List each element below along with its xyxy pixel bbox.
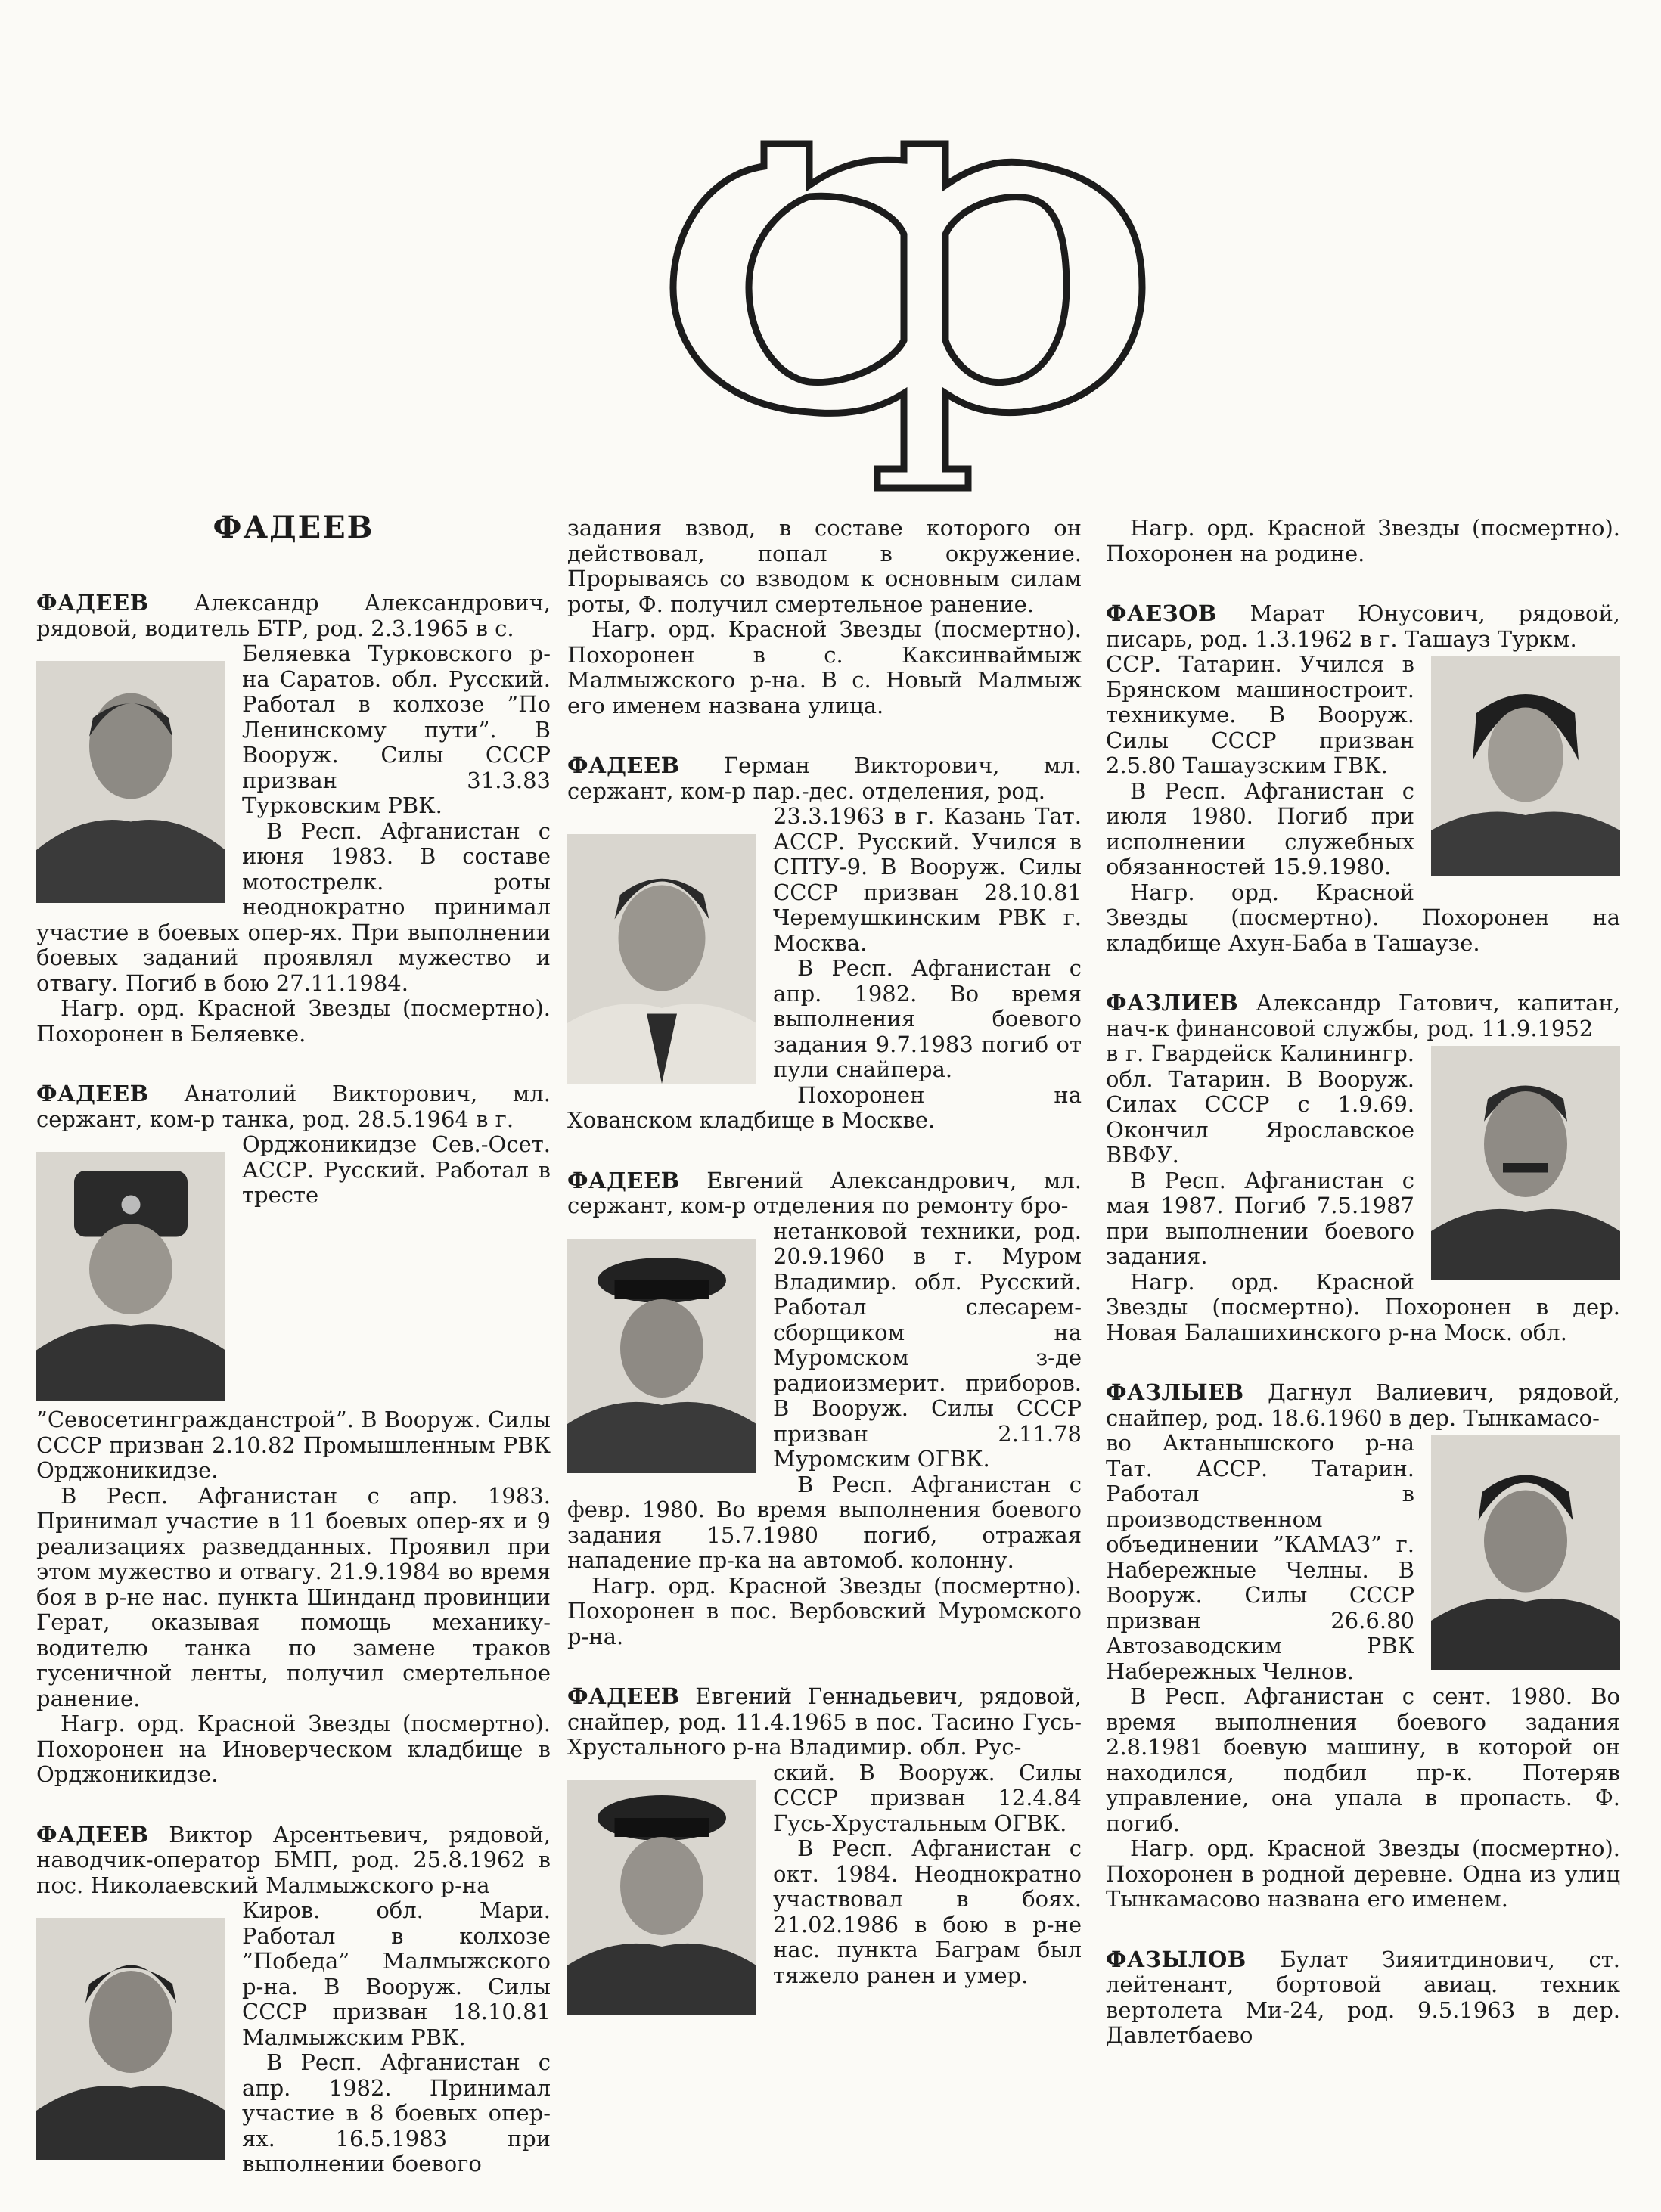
entry-service: В Респ. Афганистан с июня 1983. В составе мотострелк. роты неоднократно принимал участие в боевых опер-ях. При выполнении боевых заданий проявлял мужество и отвагу. Погиб в бою 27.11.1984. [36,817,551,996]
portrait-photo [567,1239,756,1473]
entry-body: Киров. обл. Мари. Работал в колхозе ”Победа” Малмыжского р-на. В Вооруж. Силы СССР призван 18.10.81 Малмыжским РВК. [242,1897,551,2050]
entry-lead: Евгений Александрович, мл. сержант, ком-р отделения по ремонту бро- [567,1167,1082,1218]
entry-lead: Виктор Арсентьевич, рядовой, наводчик-оператор БМП, род. 25.8.1962 в пос. Николаевский Малмыжского р-на [36,1821,551,1898]
entry-surname: ФАДЕЕВ [567,752,680,778]
entry-faezov-marat [1106,601,1620,956]
portrait-photo [1431,1435,1620,1670]
entry-surname: ФАЕЗОВ [1106,600,1217,626]
column-2 [567,516,1082,2021]
entry-surname: ФАДЕЕВ [567,1683,680,1709]
entry-body: во Актанышского р-на Тат. АССР. Татарин. Работал в производственном объединении ”КАМАЗ” г. Набережные Челны. В Вооруж. Силы СССР призван 26.6.80 Автозаводским РВК Набережных Челнов. [1106,1430,1414,1684]
entry-fazylov-bulat [1106,1947,1620,2049]
entry-lead: Александр Александрович, рядовой, водитель БТР, род. 2.3.1965 в с. [36,590,551,641]
entry-body: Беляевка Турковского р-на Саратов. обл. Русский. Работал в колхозе ”По Ленинскому пути”. В Вооруж. Силы СССР призван 31.3.83 Турковским РВК. [242,641,551,818]
entry-lead: Герман Викторович, мл. сержант, ком-р пар.-дес. отделения, род. [567,752,1082,804]
column-3 [1106,516,1620,2076]
continuation-award: Нагр. орд. Красной Звезды (посмертно). Похоронен в с. Каксинваймыж Малмыжского р-на. В с. Новый Малмыж его именем названа улица. [567,616,1082,718]
entry-body: ССР. Татарин. Учился в Брянском машиностроит. техникуме. В Вооруж. Силы СССР призван 2.5.80 Ташаузским ГВК. [1106,651,1414,778]
column-1 [36,492,551,2212]
entry-fadeev-alexander [36,591,551,1047]
entry-award: Нагр. орд. Красной Звезды (посмертно). Похоронен в родной деревне. Одна из улиц Тынкамасово названа его именем. [1106,1835,1620,1912]
entry-surname: ФАДЕЕВ [567,1167,680,1193]
entry-service: В Респ. Афганистан с мая 1987. Погиб 7.5.1987 при выполнении боевого задания. [1106,1167,1414,1269]
entry-service: В Респ. Афганистан с сент. 1980. Во время выполнения боевого задания 2.8.1981 боевую машину, в которой он находился, подбил пр-к. Потеряв управление, она упала в пропасть. Ф. погиб. [1106,1683,1620,1836]
portrait-photo [567,1780,756,2015]
entry-body: нетанковой техники, род. 20.9.1960 в г. Муром Владимир. обл. Русский. Работал слесарем-сборщиком на Муромском з-де радиоизмерит. приборов. В Вооруж. Силы СССР призван 2.11.78 Муромским ОГВК. [773,1218,1082,1472]
entry-fazliev-alexander [1106,991,1620,1345]
letter-ef-outline [560,102,1150,507]
entry-award: Нагр. орд. Красной Звезды (посмертно). Похоронен в дер. Новая Балашихинского р-на Моск. обл. [1106,1268,1620,1345]
entry-lead: Булат Зияитдинович, ст. лейтенант, бортовой авиац. техник вертолета Ми-24, род. 9.5.1963 в дер. Давлетбаево [1106,1946,1621,2048]
entry-surname: ФАДЕЕВ [36,1081,149,1106]
entry-body: ский. В Вооруж. Силы СССР призван 12.4.84 Гусь-Хрустальным ОГВК. [773,1759,1082,1836]
entry-award: Нагр. орд. Красной Звезды (посмертно). Похоронен в Беляевке. [36,995,551,1047]
entry-surname: ФАДЕЕВ [36,590,149,616]
portrait-photo [1431,1046,1620,1280]
section-letter-emblem [560,102,1150,507]
portrait-photo [1431,656,1620,876]
entry-surname: ФАДЕЕВ [36,1821,149,1847]
entry-fadeev-german [567,753,1082,1134]
portrait-photo [36,661,225,903]
entry-service: В Респ. Афганистан с февр. 1980. Во время выполнения боевого задания 15.7.1980 погиб, отражая нападение пр-ка на автомоб. колонну. [567,1471,1082,1573]
entry-service: В Респ. Афганистан с июля 1980. Погиб при исполнении служебных обязанностей 15.9.1980. [1106,777,1414,880]
entry-fadeev-evgeny-a [567,1168,1082,1650]
entry-continuation [567,516,1082,718]
continuation-award: Нагр. орд. Красной Звезды (посмертно). Похоронен на родине. [1106,515,1620,566]
continuation-text: задания взвод, в составе которого он действовал, попал в окружение. Прорываясь со взводом к основным силам роты, Ф. получил смертельное ранение. [567,515,1082,617]
section-title: ФАДЕЕВ [213,510,374,545]
entry-lead: Александр Гатович, капитан, нач-к финансовой службы, род. 11.9.1952 [1106,990,1620,1041]
entry-award: Похоронен на Хованском кладбище в Москве. [567,1081,1082,1133]
entry-lead: Дагнул Валиевич, рядовой, снайпер, род. 18.6.1960 в дер. Тынкамасо- [1106,1379,1620,1431]
entry-fadeev-viktor [36,1823,551,2177]
entry-fadeev-evgeny-g [567,1684,1082,1988]
entry-surname: ФАЗЛИЕВ [1106,990,1239,1016]
entry-body: 23.3.1963 в г. Казань Тат. АССР. Русский. Учился в СПТУ-9. В Вооруж. Силы СССР призван 28.10.81 Черемушкинским РВК г. Москва. [773,803,1082,956]
entry-surname: ФАЗЫЛОВ [1106,1946,1247,1972]
entry-lead: Марат Юнусович, рядовой, писарь, род. 1.3.1962 в г. Ташауз Туркм. [1106,600,1620,652]
letter-text: Ф [560,102,570,116]
portrait-photo [567,834,756,1084]
entry-award: Нагр. орд. Красной Звезды (посмертно). Похоронен в пос. Вербовский Муромского р-на. [567,1572,1082,1649]
entry-lead: Анатолий Викторович, мл. сержант, ком-р танка, род. 28.5.1964 в г. [36,1081,551,1132]
entry-body: в г. Гвардейск Калинингр. обл. Татарин. В Вооруж. Силах СССР с 1.9.69. Окончил Ярославское ВВФУ. [1106,1041,1414,1168]
entry-lead: Евгений Геннадьевич, рядовой, снайпер, род. 11.4.1965 в пос. Тасино Гусь-Хрустального р-на Владимир. обл. Рус- [567,1683,1082,1760]
entry-surname: ФАЗЛЫЕВ [1106,1379,1244,1405]
entry-service: В Респ. Афганистан с окт. 1984. Неоднократно участвовал в боях. 21.02.1986 в бою в р-не нас. пункта Баграм был тяжело ранен и умер. [773,1835,1082,1988]
entry-service: В Респ. Афганистан с апр. 1982. Принимал участие в 8 боевых опер-ях. 16.5.1983 при выполнении боевого [242,2049,551,2176]
entry-continuation [1106,516,1620,566]
portrait-photo [36,1152,225,1401]
entry-fazlyev-dagnul [1106,1380,1620,1913]
entry-service: В Респ. Афганистан с апр. 1982. Во время выполнения боевого задания 9.7.1983 погиб от пули снайпера. [773,955,1082,1082]
entry-award: Нагр. орд. Красной Звезды (посмертно). Похоронен на Иноверческом кладбище в Орджоникидзе. [36,1711,551,1787]
entry-award: Нагр. орд. Красной Звезды (посмертно). Похоронен на кладбище Ахун-Баба в Ташаузе. [1106,879,1620,956]
entry-service: В Респ. Афганистан с апр. 1983. Принимал участие в 11 боевых опер-ях и 9 реализациях разведданных. Проявил при этом мужество и отвагу. 21.9.1984 во время боя в р-не нас. пункта Шинданд провинции Герат, оказывая помощь механику-водителю танка по замене траков гусеничной ленты, получил смертельное ранение. [36,1482,551,1711]
entry-fadeev-anatoly [36,1081,551,1788]
entry-body: Орджоникидзе Сев.-Осет. АССР. Русский. Работал в тресте ”Севосетингражданстрой”. В Вооруж. Силы СССР призван 2.10.82 Промышленным РВК Орджоникидзе. [36,1131,551,1483]
portrait-photo [36,1918,225,2160]
